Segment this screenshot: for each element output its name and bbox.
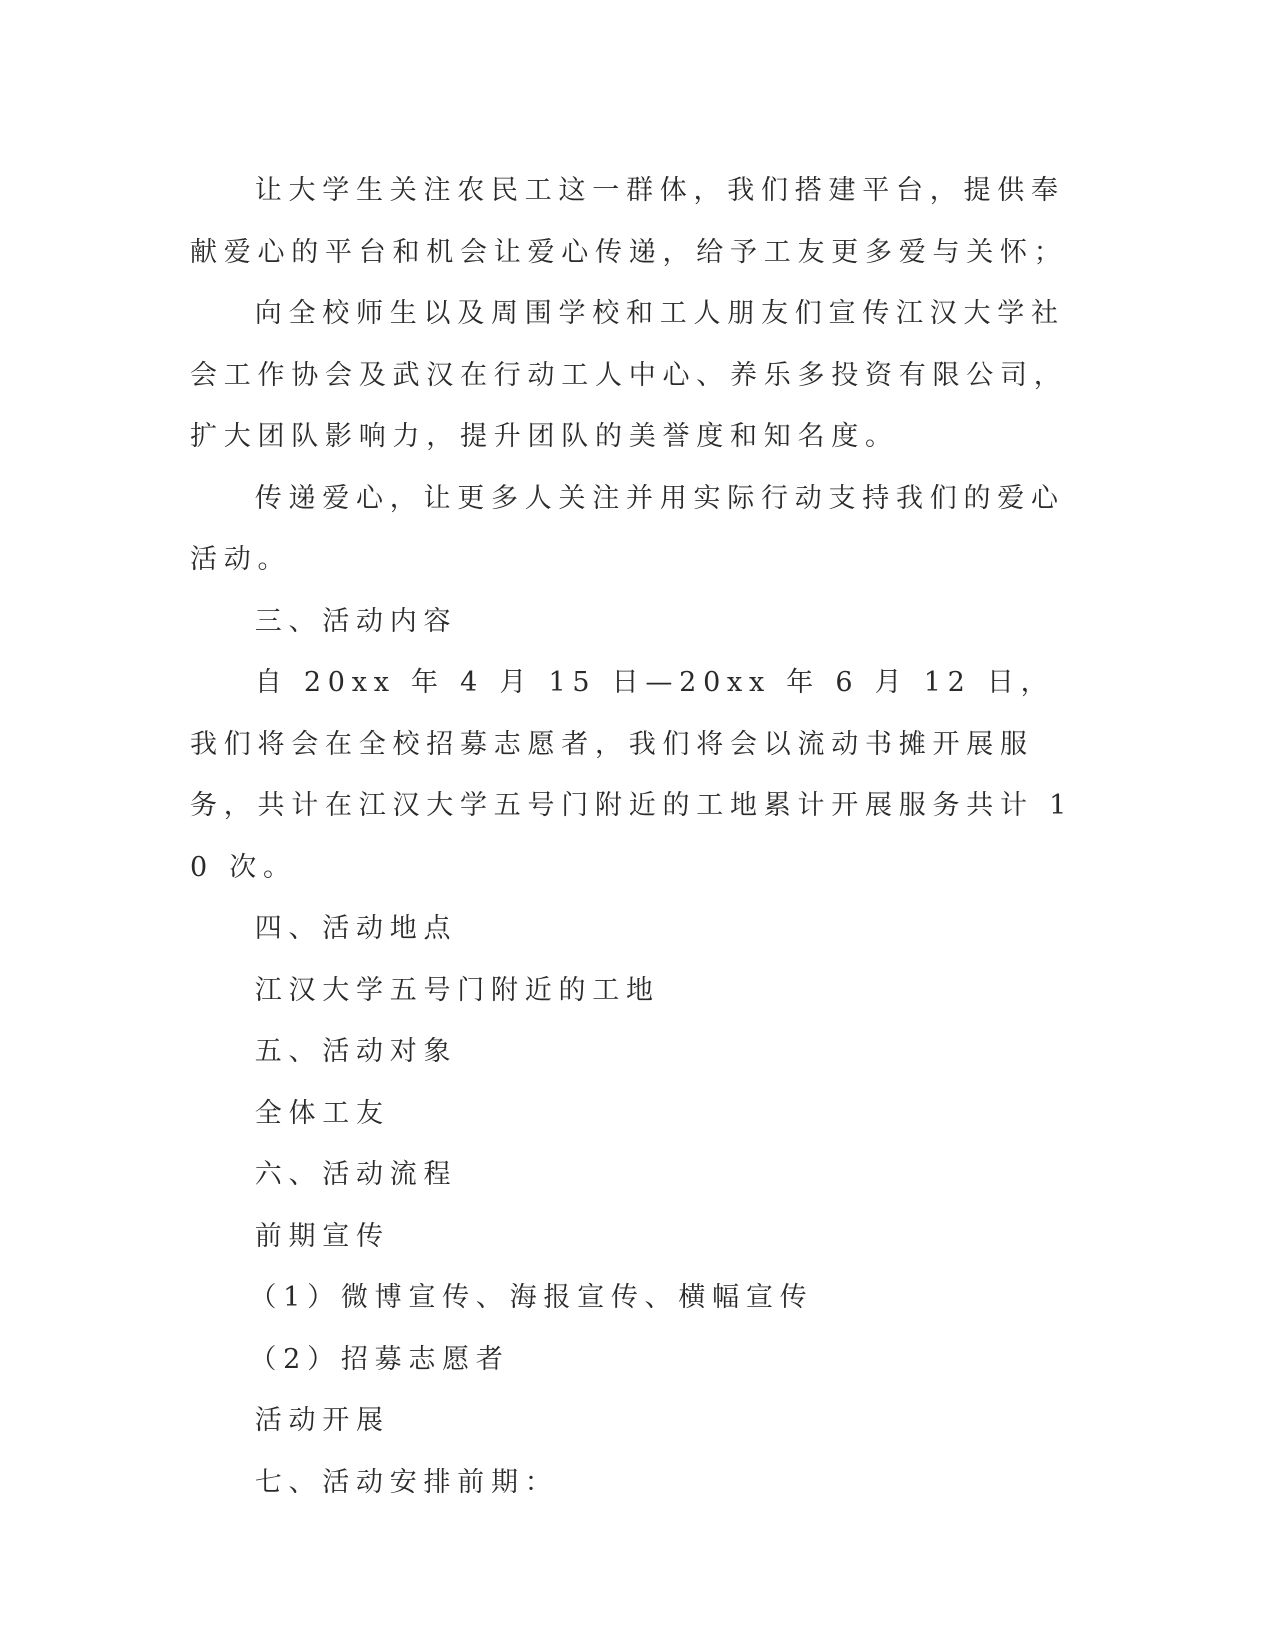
section-heading: 三、活动内容 [254, 605, 458, 637]
body-paragraph: 传递爱心，让更多人关注并用实际行动支持我们的爱心活动。 [190, 482, 1065, 575]
list-item: （2）招募志愿者 [249, 1343, 510, 1375]
list-item: （1）微博宣传、海报宣传、横幅宣传 [249, 1282, 814, 1313]
body-paragraph: 让大学生关注农民工这一群体，我们搭建平台，提供奉献爱心的平台和机会让爱心传递，给予工友更多爱与关怀； [190, 175, 1068, 268]
body-paragraph: 自 20xx 年 4 月 15 日—20xx 年 6 月 12 日，我们将会在全校招募志愿者，我们将会以流动书摊开展服务，共计在江汉大学五号门附近的工地累计开展服务共计 10 次。 [190, 667, 1074, 883]
section-heading: 七、活动安排前期： [254, 1466, 559, 1498]
body-paragraph: 江汉大学五号门附近的工地 [254, 974, 660, 1006]
body-paragraph: 前期宣传 [254, 1220, 390, 1252]
section-heading: 四、活动地点 [254, 913, 458, 944]
body-paragraph: 全体工友 [254, 1097, 390, 1129]
document-body [190, 160, 1080, 1513]
section-heading: 六、活动流程 [254, 1159, 458, 1190]
section-heading: 五、活动对象 [254, 1036, 458, 1067]
body-paragraph: 活动开展 [254, 1405, 390, 1436]
body-paragraph: 向全校师生以及周围学校和工人朋友们宣传江汉大学社会工作协会及武汉在行动工人中心、养乐多投资有限公司，扩大团队影响力，提升团队的美誉度和知名度。 [190, 298, 1068, 452]
